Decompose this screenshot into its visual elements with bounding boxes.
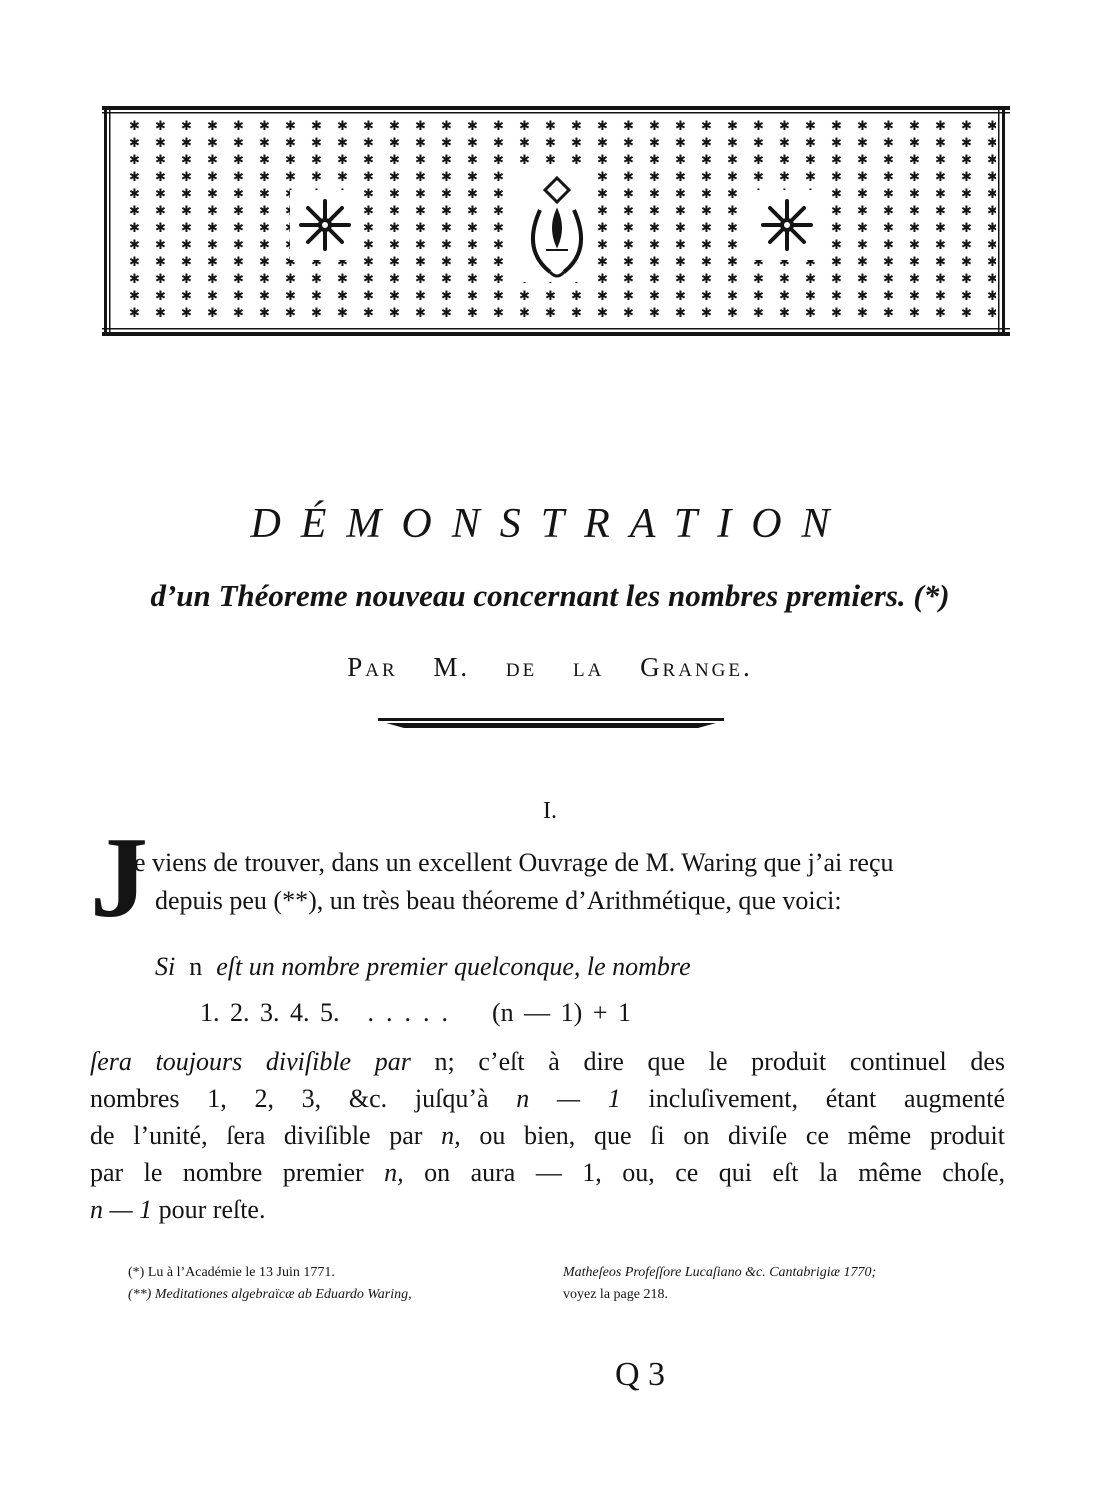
article-subtitle: d’un Théoreme nouveau concernant les nombres premiers. (*): [150, 578, 950, 613]
p2-l5-b: pour reſte.: [158, 1195, 266, 1224]
theorem-si: Si: [155, 952, 176, 981]
paragraph2: [90, 1045, 1005, 1230]
p2-l4-n: n,: [384, 1158, 404, 1187]
author-par: Par: [347, 652, 398, 682]
footnote-1: (*) Lu à l’Académie le 13 Juin 1771.: [128, 1265, 335, 1280]
formula-end: (n — 1) + 1: [492, 998, 631, 1027]
footnotes-right-column: [563, 1262, 1013, 1306]
p2-l3-a: de l’unité, ſera diviſible par: [90, 1121, 423, 1150]
author-line: [0, 652, 1100, 683]
paragraph2-line3: [90, 1119, 1005, 1156]
p2-l1-italic: ſera toujours diviſible par: [90, 1047, 411, 1076]
factorial-formula: [200, 998, 631, 1028]
title-divider-rule: [378, 712, 724, 732]
paragraph2-line4: [90, 1156, 1005, 1193]
author-name: Grange.: [640, 652, 753, 682]
theorem-rest: eſt un nombre premier quelconque, le nombre: [216, 952, 691, 981]
p2-l2-a: nombres 1, 2, 3, &c. juſqu’à: [90, 1084, 489, 1113]
footnote-2-page-ref: voyez la page 218.: [563, 1287, 668, 1302]
author-m: M.: [433, 652, 471, 682]
header-ornament-banner: [100, 100, 1015, 350]
p2-l2-n: n — 1: [516, 1084, 621, 1113]
p2-l3-b: ou bien, que ſi on diviſe ce même produit: [479, 1121, 1005, 1150]
printer-signature-mark: Q 3: [615, 1356, 666, 1393]
author-la: la: [572, 652, 605, 682]
theorem-n: n: [189, 952, 203, 981]
p2-l4-a: par le nombre premier: [90, 1158, 364, 1187]
drop-cap-letter: J: [90, 814, 148, 942]
p2-l5-n: n — 1: [90, 1195, 153, 1224]
formula-dots: .....: [367, 998, 460, 1027]
p2-l4-b: on aura — 1, ou, ce qui eſt la même choſe,: [424, 1158, 1006, 1187]
section-number: I.: [543, 798, 557, 824]
author-de: de: [505, 652, 538, 682]
p2-l3-n: n,: [441, 1121, 461, 1150]
paragraph1-line1: e viens de trouver, dans un excellent Ouvrage de M. Waring que j’ai reçu: [134, 848, 894, 877]
p2-l2-b: incluſivement, étant augmenté: [648, 1084, 1006, 1113]
footnote-2: (**) Meditationes algebraïcæ ab Eduardo Waring,: [128, 1287, 412, 1302]
footnotes-left-column: [128, 1262, 553, 1306]
p2-l1-rest: n; c’eſt à dire que le produit continuel des: [434, 1047, 1005, 1076]
paragraph2-line1: [90, 1045, 1005, 1082]
star-pattern-ornament: [100, 100, 1015, 350]
paragraph1-line2: depuis peu (**), un très beau théoreme d’Arithmétique, que voici:: [155, 886, 842, 915]
paragraph2-line5: [90, 1193, 1005, 1230]
footnote-2-continuation: Matheſeos Profeſſore Lucaſiano &c. Cantabrigiæ 1770;: [563, 1265, 877, 1280]
article-title: DÉMONSTRATION: [250, 501, 850, 547]
paragraph2-line2: [90, 1082, 1005, 1119]
theorem-statement: [155, 952, 691, 982]
formula-start: 1. 2. 3. 4. 5.: [200, 998, 340, 1027]
